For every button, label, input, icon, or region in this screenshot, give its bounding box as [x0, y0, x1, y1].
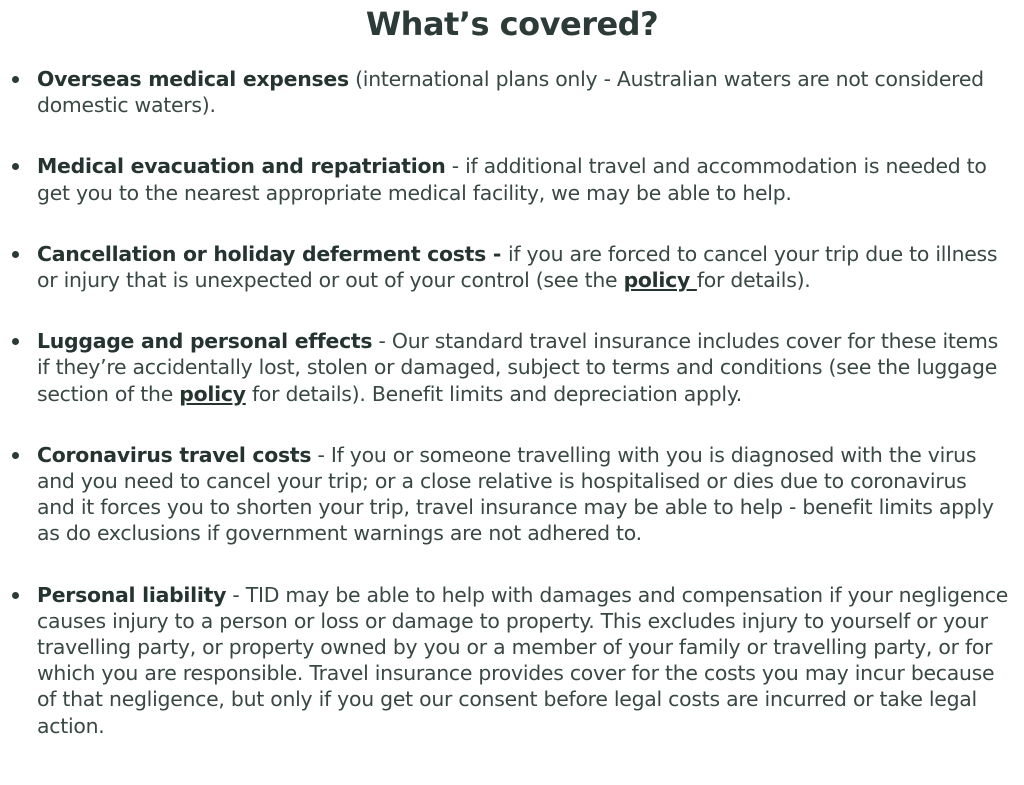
item-heading: Coronavirus travel costs — [37, 442, 312, 467]
list-item-overseas-medical — [0, 66, 1010, 118]
item-heading: Cancellation or holiday deferment costs - — [37, 241, 508, 266]
list-item-cancellation — [0, 241, 1010, 293]
page-title: What’s covered? — [365, 5, 659, 43]
bullet-icon — [12, 163, 19, 170]
item-text: for details). — [696, 268, 811, 293]
bullet-icon — [12, 592, 19, 599]
item-text: if you are forced to cancel your trip due to illness or injury that is unexpected or out of your control (see the — [37, 241, 998, 293]
item-heading: Overseas medical expenses — [37, 67, 349, 91]
bullet-icon — [12, 338, 19, 345]
bullet-icon — [12, 76, 19, 83]
policy-link[interactable]: policy — [179, 381, 246, 406]
item-text: for details). Benefit limits and depreciation apply. — [245, 381, 742, 406]
item-text: - if additional travel and accommodation is needed to get you to the nearest appropriate medical facility, we may be able to help. — [37, 154, 987, 205]
item-text: - TID may be able to help with damages and compensation if your negligence causes injury to a person or loss or damage to property. This excludes injury to yourself or your travelling party, or property owned by you or a member of your family or travelling party, or for which you are responsible. Travel insurance provides cover for the costs you may incur because of that negligence, but only if you get our consent before legal costs are incurred or take legal action. — [37, 582, 1009, 738]
policy-link[interactable]: policy — [623, 268, 697, 293]
list-item-luggage — [0, 328, 1010, 407]
item-heading: Personal liability — [37, 582, 227, 607]
item-text: (international plans only - Australian waters are not considered domestic waters). — [37, 67, 984, 118]
coverage-list — [0, 66, 1010, 774]
bullet-icon — [12, 452, 19, 459]
item-heading: Luggage and personal effects — [37, 329, 373, 354]
list-item-personal-liability — [0, 582, 1010, 739]
list-item-coronavirus — [0, 442, 1010, 547]
item-text: - Our standard travel insurance includes cover for these items if they’re accidentally lost, stolen or damaged, subject to terms and conditions (see the luggage section of the — [37, 329, 998, 406]
list-item-medical-evacuation — [0, 153, 1010, 205]
item-text: - If you or someone travelling with you is diagnosed with the virus and you need to cancel your trip; or a close relative is hospitalised or dies due to coronavirus and it forces you to shorten your trip, travel insurance may be able to help - benefit limits apply as do exclusions if government warnings are not adhered to. — [37, 442, 994, 546]
bullet-icon — [12, 251, 19, 258]
item-heading: Medical evacuation and repatriation — [37, 154, 446, 179]
